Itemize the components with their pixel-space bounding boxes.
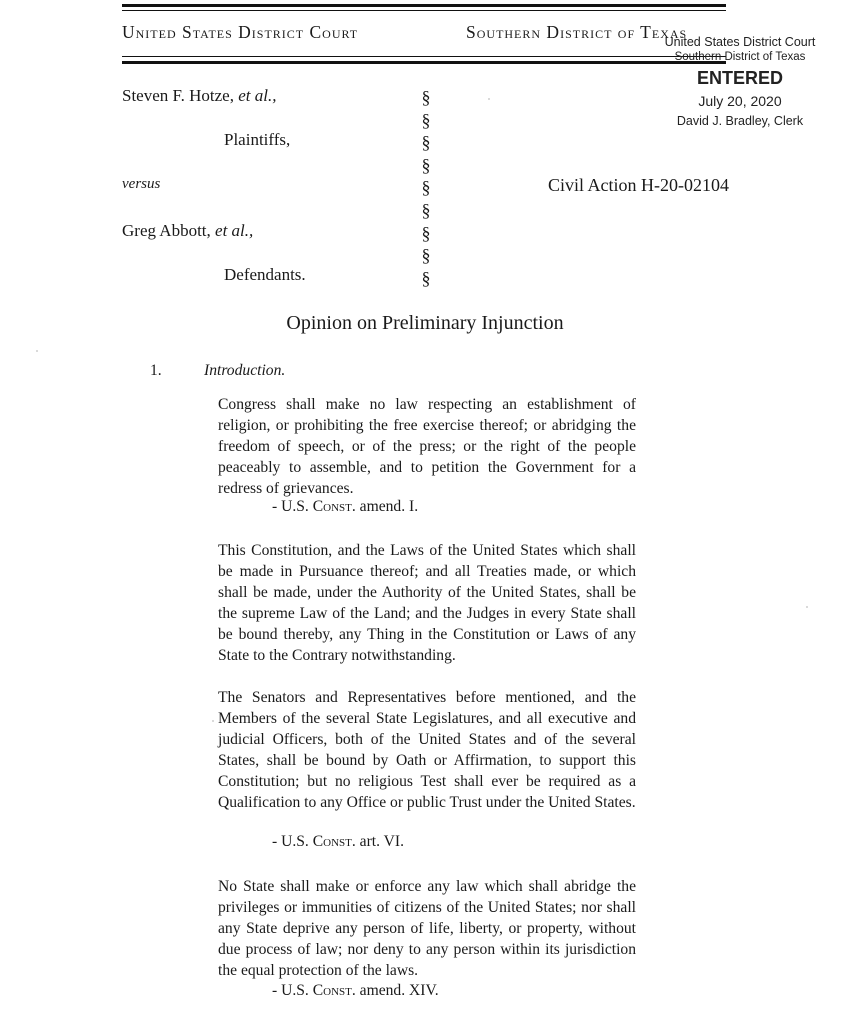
section-heading: Introduction.: [204, 362, 286, 379]
quote-oath-clause: The Senators and Representatives before mentioned, and the Members of the several State Legislatures, and all executive and judicial Officers, both of the United States and of the several States, shall be bound by Oath or Affirmation, to support this Constitution; but no religious Test shall ever be required as a Qualification to any Office or public Trust under the United States.: [218, 689, 636, 811]
court-name: United States District Court: [122, 22, 359, 42]
source-prefix: - U.S.: [272, 498, 313, 515]
stamp-date: July 20, 2020: [698, 93, 782, 109]
source-rest: amend. I.: [355, 498, 419, 515]
stamp-court: United States District Court: [664, 35, 816, 49]
source-rest: art. VI.: [355, 833, 404, 850]
source-prefix: - U.S.: [272, 982, 313, 999]
scan-speck: [488, 98, 490, 100]
header-rule-top: [122, 4, 726, 7]
opinion-title: Opinion on Preliminary Injunction: [286, 312, 564, 334]
source-const: Const.: [312, 982, 356, 999]
quote-source-first-amendment: [272, 498, 418, 516]
plaintiff-name-text: Steven F. Hotze,: [122, 86, 234, 105]
defendant-role: Defendants.: [224, 265, 306, 284]
stamp-clerk: David J. Bradley, Clerk: [676, 114, 804, 128]
header-rule-top-thin: [122, 10, 726, 11]
source-const: Const.: [312, 498, 356, 515]
section-marks-column: § § § § § § § § §: [421, 87, 431, 288]
quote-fourteenth-amendment: No State shall make or enforce any law which shall abridge the privileges or immunities of citizens of the United States; nor shall any State deprive any person of life, liberty, or property, without due process of law; nor deny to any person within its jurisdiction the equal protection of the laws.: [218, 878, 636, 979]
plaintiff-et-al: et al.,: [238, 86, 277, 105]
scan-speck: [212, 720, 214, 722]
stamp-district: Southern District of Texas: [674, 51, 806, 63]
quote-source-article-six: [272, 833, 404, 851]
source-prefix: - U.S.: [272, 833, 313, 850]
source-rest: amend. XIV.: [355, 982, 439, 999]
header-rule-bottom: [122, 61, 726, 64]
scan-speck: [806, 606, 808, 608]
plaintiff-role: Plaintiffs,: [224, 130, 291, 149]
defendant-et-al: et al.,: [215, 221, 254, 240]
entered-stamp: [655, 35, 825, 129]
defendant-name-text: Greg Abbott,: [122, 221, 211, 240]
stamp-status: ENTERED: [696, 68, 783, 88]
district-name: Southern District of Texas: [466, 22, 688, 42]
quote-source-fourteenth-amendment: [272, 982, 439, 1000]
section-number: 1.: [150, 362, 162, 379]
defendant-name: [122, 221, 253, 241]
header-rule-bottom-thin: [122, 56, 726, 57]
quote-first-amendment: Congress shall make no law respecting an establishment of religion, or prohibiting the free exercise thereof; or abridging the freedom of speech, or of the press; or the right of the people peaceably to assemble, and to petition the Government for a redress of grievances.: [218, 396, 636, 497]
quote-supremacy-clause: This Constitution, and the Laws of the United States which shall be made in Pursuance thereof; and all Treaties made, or which shall be made, under the Authority of the United States, shall be the supreme Law of the Land; and the Judges in every State shall be bound thereby, any Thing in the Constitution or Laws of any State to the Contrary notwithstanding.: [218, 542, 636, 664]
versus-label: versus: [122, 176, 161, 192]
scan-speck: [36, 350, 38, 352]
case-number: Civil Action H-20-02104: [548, 175, 729, 195]
plaintiff-name: [122, 86, 276, 106]
source-const: Const.: [312, 833, 356, 850]
